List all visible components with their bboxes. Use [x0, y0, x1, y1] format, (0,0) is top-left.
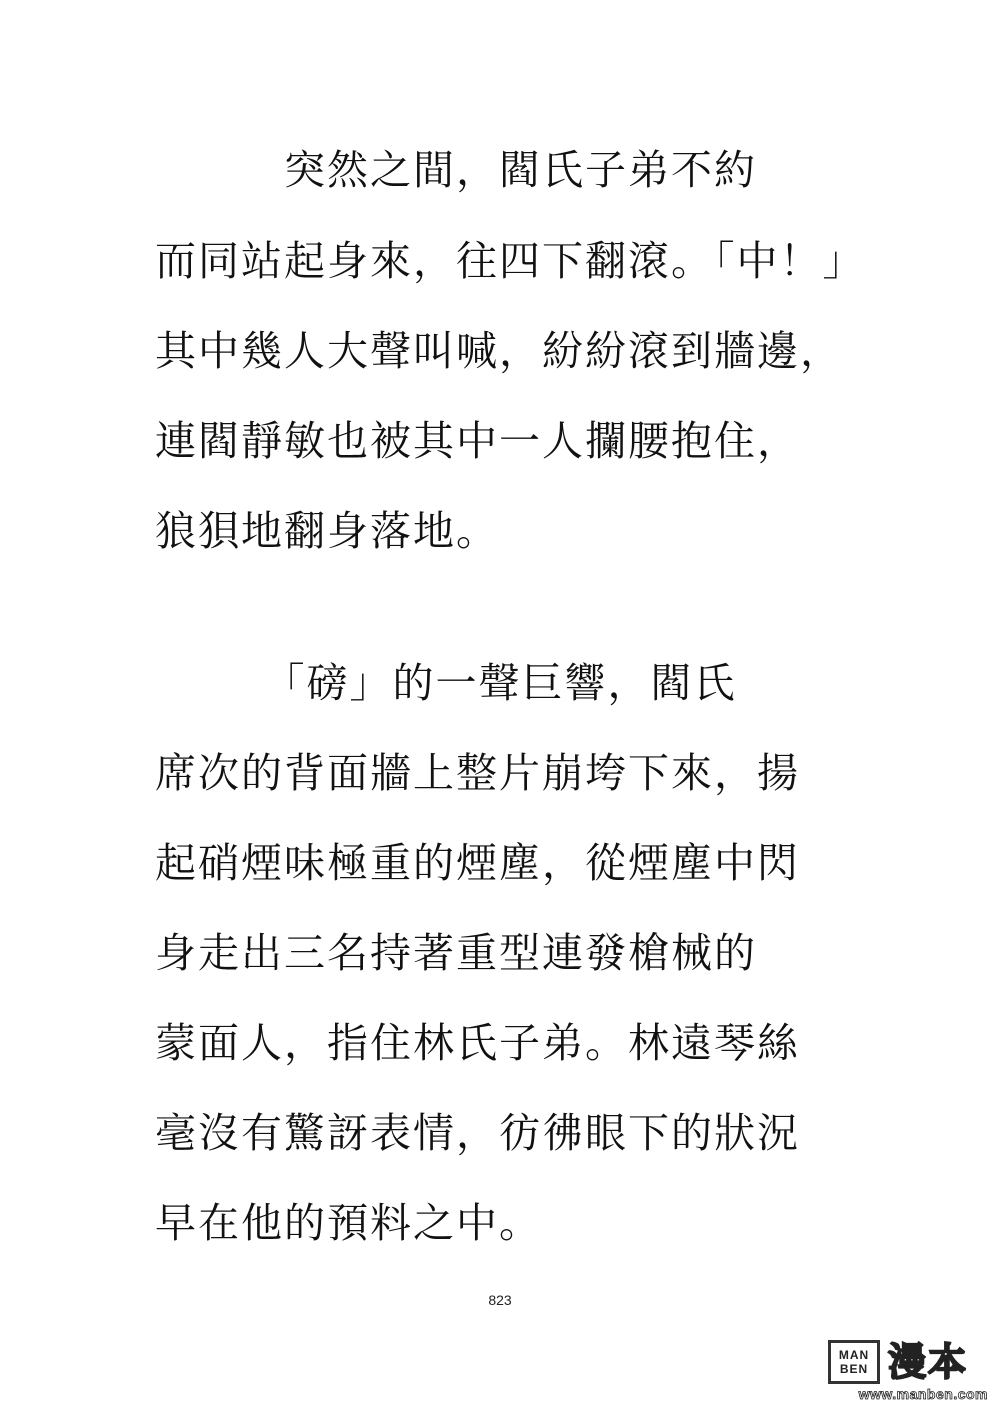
watermark-logo-top: MAN [838, 1348, 870, 1362]
text-line: 身走出三名持著重型連發槍械的 [155, 929, 757, 977]
text-line: 突然之間，閻氏子弟不約 [155, 146, 757, 194]
text-line: 席次的背面牆上整片崩垮下來，揚 [155, 749, 800, 797]
watermark-logo [828, 1340, 880, 1384]
text-line: 連閻靜敏也被其中一人攔腰抱住， [155, 417, 800, 465]
text-line: 蒙面人，指住林氏子弟。林遠琴絲 [155, 1019, 800, 1067]
text-line: 狼狽地翻身落地。 [155, 507, 499, 555]
watermark-title: 漫本 [888, 1340, 969, 1384]
text-line: 而同站起身來，往四下翻滾。「中！」 [155, 237, 866, 285]
text-line: 其中幾人大聲叫喊，紛紛滾到牆邊， [155, 327, 843, 375]
text-line: 毫沒有驚訝表情，彷彿眼下的狀況 [155, 1109, 800, 1157]
text-line: 「磅」的一聲巨響，閻氏 [155, 659, 737, 707]
page-number: 823 [488, 1292, 512, 1308]
text-line: 起硝煙味極重的煙塵，從煙塵中閃 [155, 839, 800, 887]
watermark-logo-bottom: BEN [839, 1362, 869, 1376]
watermark-url: www.manben.com [858, 1386, 988, 1402]
text-line: 早在他的預料之中。 [155, 1199, 542, 1247]
watermark [828, 1340, 988, 1402]
